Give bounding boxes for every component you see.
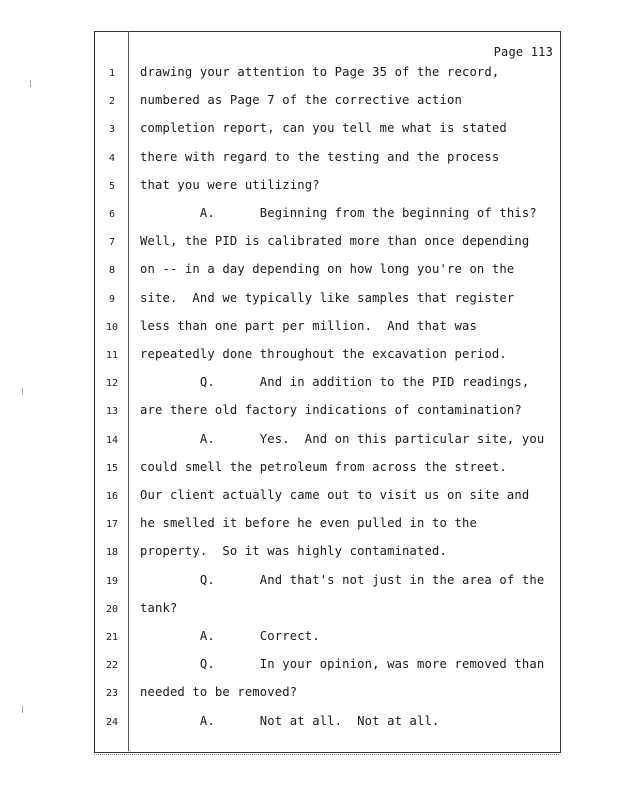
line-number: 19 — [105, 575, 119, 587]
line-text: repeatedly done throughout the excavation period. — [140, 347, 507, 361]
line-text: he smelled it before he even pulled in to the — [140, 516, 477, 531]
line-number: 22 — [105, 660, 119, 672]
line-number: 9 — [108, 293, 116, 305]
line-number: 7 — [108, 237, 116, 249]
transcript-line — [0, 150, 619, 170]
transcript-line — [0, 121, 619, 141]
line-number: 3 — [108, 124, 116, 136]
line-text: less than one part per million. And that was — [140, 318, 477, 333]
line-text: Q. In your opinion, was more removed than — [140, 657, 545, 672]
line-number: 17 — [105, 519, 119, 531]
line-text: A. Yes. And on this particular site, you — [140, 431, 545, 446]
line-number: 1 — [108, 68, 116, 79]
line-text: A. Correct. — [140, 629, 320, 643]
line-number: 23 — [105, 688, 119, 700]
page-number: Page 113 — [493, 45, 553, 59]
line-text: Well, the PID is calibrated more than once depending — [140, 234, 530, 249]
line-text: Q. And in addition to the PID readings, — [140, 375, 530, 390]
transcript-line — [0, 291, 619, 311]
line-text: Q. And that's not just in the area of the — [140, 572, 545, 587]
transcript-line — [0, 375, 619, 395]
transcript-line — [0, 65, 619, 85]
transcript-line — [0, 262, 619, 282]
line-text: site. And we typically like samples that register — [140, 290, 515, 305]
transcript-line — [0, 93, 619, 113]
transcript-line — [0, 573, 619, 593]
line-number: 15 — [105, 462, 119, 474]
line-text: A. Beginning from the beginning of this? — [140, 206, 537, 220]
transcript-line — [0, 347, 619, 367]
transcript-line — [0, 601, 619, 621]
line-text: A. Not at all. Not at all. — [140, 713, 440, 728]
margin-mark — [22, 706, 26, 713]
line-number: 6 — [108, 209, 116, 220]
transcript-line — [0, 714, 619, 734]
line-number: 10 — [105, 321, 119, 333]
line-number: 18 — [105, 547, 119, 559]
line-text: tank? — [140, 600, 178, 615]
transcript-line — [0, 544, 619, 564]
transcript-line — [0, 206, 619, 226]
line-number: 21 — [105, 632, 119, 643]
transcript-line — [0, 488, 619, 508]
bottom-border-dots — [94, 754, 559, 758]
transcript-line — [0, 178, 619, 198]
line-number: 13 — [105, 406, 119, 418]
transcript-line — [0, 657, 619, 677]
transcript-line — [0, 460, 619, 480]
line-text: property. So it was highly contaminated. — [140, 544, 447, 559]
transcript-line — [0, 685, 619, 705]
line-text: Our client actually came out to visit us on site and — [140, 488, 530, 502]
line-number: 2 — [108, 96, 116, 108]
transcript-line — [0, 629, 619, 649]
line-text: completion report, can you tell me what is stated — [140, 121, 507, 136]
line-number: 4 — [108, 152, 116, 164]
transcript-line — [0, 234, 619, 254]
line-text: on -- in a day depending on how long you're on the — [140, 262, 515, 277]
line-number: 8 — [108, 265, 116, 277]
line-text: drawing your attention to Page 35 of the record, — [140, 65, 500, 79]
line-number: 11 — [105, 350, 119, 361]
line-number: 20 — [105, 603, 119, 615]
transcript-line — [0, 319, 619, 339]
line-text: are there old factory indications of contamination? — [140, 403, 522, 418]
transcript-line — [0, 516, 619, 536]
line-number: 14 — [105, 434, 119, 446]
margin-mark — [30, 80, 34, 87]
line-text: needed to be removed? — [140, 685, 298, 700]
transcript-line — [0, 403, 619, 423]
line-number: 24 — [105, 716, 119, 728]
margin-mark — [22, 388, 26, 395]
transcript-line — [0, 432, 619, 452]
line-number: 16 — [105, 491, 119, 502]
line-text: that you were utilizing? — [140, 177, 320, 192]
line-text: numbered as Page 7 of the corrective action — [140, 93, 462, 108]
line-text: there with regard to the testing and the process — [140, 149, 500, 164]
line-number: 12 — [105, 378, 119, 390]
line-text: could smell the petroleum from across the street. — [140, 459, 507, 474]
line-number: 5 — [108, 180, 116, 192]
